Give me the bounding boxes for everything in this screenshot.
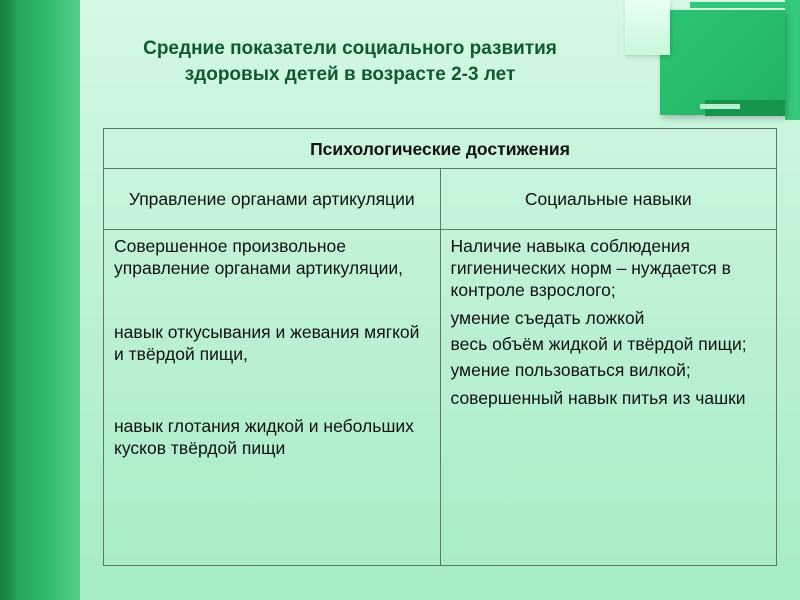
left-bar-shadow <box>0 0 18 600</box>
decor-strip-right <box>785 0 800 120</box>
slide-title <box>100 36 600 88</box>
decor-strip-top <box>690 2 800 8</box>
list-item: Совершенное произвольное управление органами артикуляции, <box>114 236 404 278</box>
decor-light-line <box>700 104 740 109</box>
articulation-cell <box>104 230 441 566</box>
table-header-row <box>104 129 777 169</box>
list-item: умение съедать ложкой <box>450 308 645 328</box>
table-header: Психологические достижения <box>104 129 777 169</box>
list-item: Наличие навыка соблюдения гигиенических норм – нуждается в контроле взрослого; <box>450 236 731 300</box>
decor-light-square <box>625 0 670 55</box>
table-columns-row <box>104 169 777 230</box>
social-skills-cell <box>440 230 777 566</box>
list-item: навык глотания жидкой и небольших кусков твёрдой пищи <box>114 416 414 458</box>
list-item: навык откусывания и жевания мягкой и твёрдой пищи, <box>114 322 420 364</box>
list-item: умение пользоваться вилкой; <box>450 360 691 380</box>
title-line-2: здоровых детей в возрасте 2-3 лет <box>184 64 516 85</box>
list-item: совершенный навык питья из чашки <box>450 388 746 408</box>
achievements-table <box>103 128 777 566</box>
column-header-social-skills: Социальные навыки <box>440 169 777 230</box>
table-body-row <box>104 230 777 566</box>
column-header-articulation: Управление органами артикуляции <box>104 169 441 230</box>
list-item: весь объём жидкой и твёрдой пищи; <box>450 334 747 354</box>
title-line-1: Средние показатели социального развития <box>143 38 557 59</box>
